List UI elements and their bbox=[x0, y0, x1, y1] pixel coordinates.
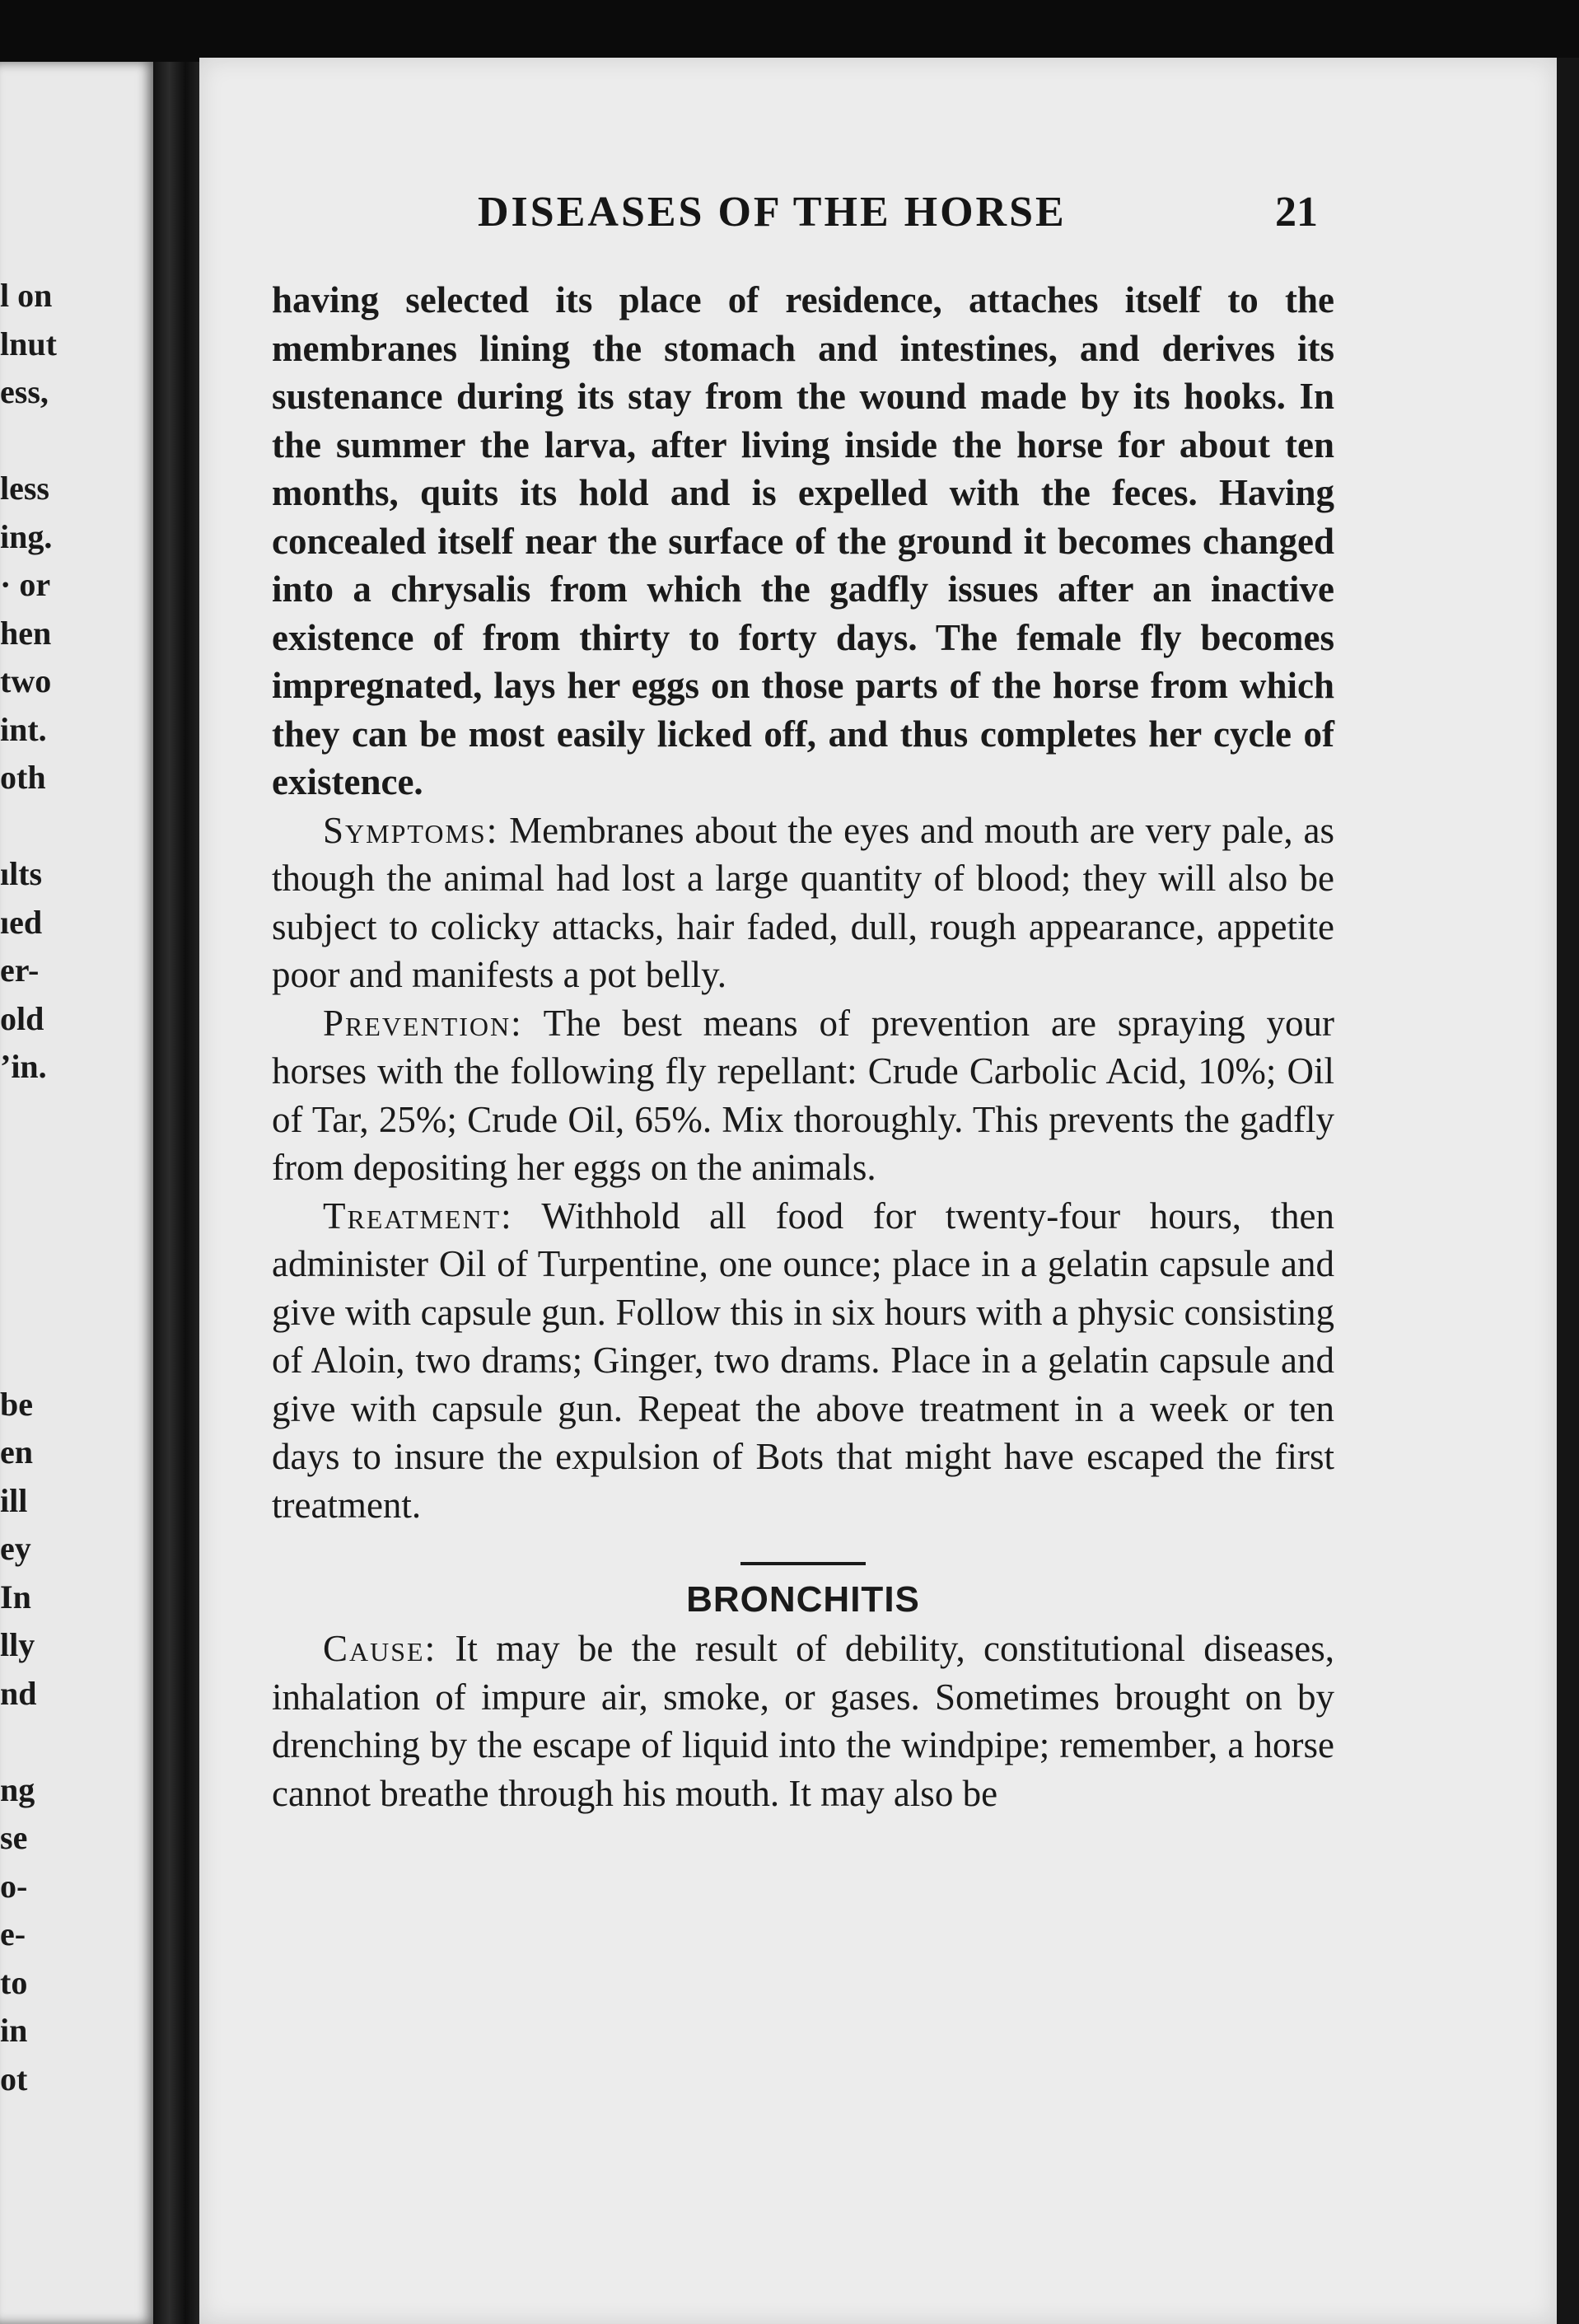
left-page-fragment: less bbox=[0, 470, 49, 507]
left-page-fragment: se bbox=[0, 1819, 28, 1856]
left-page-fragment: nd bbox=[0, 1674, 37, 1712]
left-page-fragment bbox=[0, 1092, 82, 1140]
left-page-fragment: oth bbox=[0, 759, 46, 796]
left-page-fragment: In bbox=[0, 1578, 31, 1616]
cause-label: Cause: bbox=[323, 1628, 437, 1669]
treatment-label: Treatment: bbox=[323, 1195, 513, 1237]
treatment-paragraph bbox=[272, 1192, 1334, 1530]
prevention-text: The best means of prevention are spraying your horses with the following fly repellant: Crude Carbolic Acid, 10%; Oil of Tar, 25%; Crude Oil, 65%. Mix thoroughly. This prevents the gadfly from depositing her eggs on the animals. bbox=[272, 1002, 1334, 1188]
left-page-fragment: ng bbox=[0, 1770, 35, 1808]
left-page-fragment: ill bbox=[0, 1481, 28, 1519]
continuation-paragraph: having selected its place of residence, attaches itself to the membranes lining the stomach and intestines, and derives its sustenance during its stay from the wound made by its hooks. In the summer the larva, after living inside the horse for about ten months, quits its hold and is expelled with the feces. Having concealed itself near the surface of the ground it becomes changed into a chrysalis from which the gadfly issues after an inactive existence of from thirty to forty days. The female fly becomes impregnated, lays her eggs on those parts of the horse from which they can be most easily licked off, and thus completes her cycle of existence. bbox=[272, 279, 1334, 802]
left-page-fragment: to bbox=[0, 1963, 28, 2001]
left-page-text-fragments bbox=[0, 272, 82, 2097]
page-body bbox=[272, 276, 1334, 1817]
left-page-fragment: old bbox=[0, 999, 44, 1037]
left-page-fragment: o- bbox=[0, 1867, 28, 1905]
left-page-fragment: · or bbox=[0, 566, 51, 603]
left-page-fragment: int. bbox=[0, 710, 47, 748]
left-page-fragment: lly bbox=[0, 1626, 35, 1663]
left-page-fragment: ey bbox=[0, 1530, 31, 1567]
section-heading: BRONCHITIS bbox=[686, 1579, 920, 1620]
symptoms-paragraph bbox=[272, 807, 1334, 999]
left-page-fragment: ot bbox=[0, 2060, 28, 2097]
left-page-fragment: l on bbox=[0, 277, 53, 314]
left-page-fragment: ess, bbox=[0, 373, 49, 410]
left-page-fragment: ʼin. bbox=[0, 1048, 47, 1085]
book-gutter bbox=[153, 62, 199, 2324]
left-page-fragment: hen bbox=[0, 614, 52, 652]
left-page-fragment: ılts bbox=[0, 855, 43, 892]
treatment-text: Withhold all food for twenty-four hours, then administer Oil of Turpentine, one ounce; place in a gelatin capsule and give with capsule gun. Follow this in six hours with a physic consisting of Aloin, two drams; Ginger, two drams. Place in a gelatin capsule and give with capsule gun. Repeat the above treatment in a week or ten days to insure the expulsion of Bots that might have escaped the first treatment. bbox=[272, 1195, 1334, 1526]
left-page-fragment bbox=[0, 417, 82, 465]
left-page-fragment: ing. bbox=[0, 517, 53, 555]
left-page-fragment: e- bbox=[0, 1915, 26, 1952]
prevention-label: Prevention: bbox=[323, 1002, 523, 1044]
left-page-fragment: en bbox=[0, 1433, 33, 1471]
running-title: DISEASES OF THE HORSE bbox=[478, 189, 1067, 236]
left-page-fragment: lnut bbox=[0, 325, 57, 362]
prevention-paragraph bbox=[272, 999, 1334, 1192]
left-page-fragment: er- bbox=[0, 952, 40, 989]
left-page-fragment bbox=[0, 1139, 82, 1188]
left-page-fragment: in bbox=[0, 2012, 28, 2049]
running-head bbox=[272, 188, 1318, 245]
left-page-fragment bbox=[0, 802, 82, 851]
symptoms-label: Symptoms: bbox=[323, 809, 499, 851]
left-page-fragment bbox=[0, 1236, 82, 1284]
cause-text: It may be the result of debility, constitutional diseases, inhalation of impure air, smoke, or gases. Sometimes brought on by drenching by the escape of liquid into the windpipe; remember, a horse cannot breathe through his mouth. It may also be bbox=[272, 1628, 1334, 1814]
left-page-fragment: ıed bbox=[0, 903, 43, 941]
left-page-fragment bbox=[0, 1718, 82, 1766]
page-number: 21 bbox=[1275, 189, 1318, 236]
symptoms-text: Membranes about the eyes and mouth are very pale, as though the animal had lost a large quantity of blood; they will also be subject to colicky attacks, hair faded, dull, rough appearance, appetite poor and manifests a pot belly. bbox=[272, 809, 1334, 995]
scan-border bbox=[1557, 58, 1579, 2324]
left-page-fragment: two bbox=[0, 662, 52, 699]
left-page-fragment: be bbox=[0, 1385, 33, 1423]
left-page-fragment bbox=[0, 1332, 82, 1381]
left-page-fragment bbox=[0, 1284, 82, 1333]
section-divider bbox=[740, 1562, 866, 1565]
left-page-fragment bbox=[0, 1188, 82, 1237]
cause-paragraph bbox=[272, 1625, 1334, 1817]
